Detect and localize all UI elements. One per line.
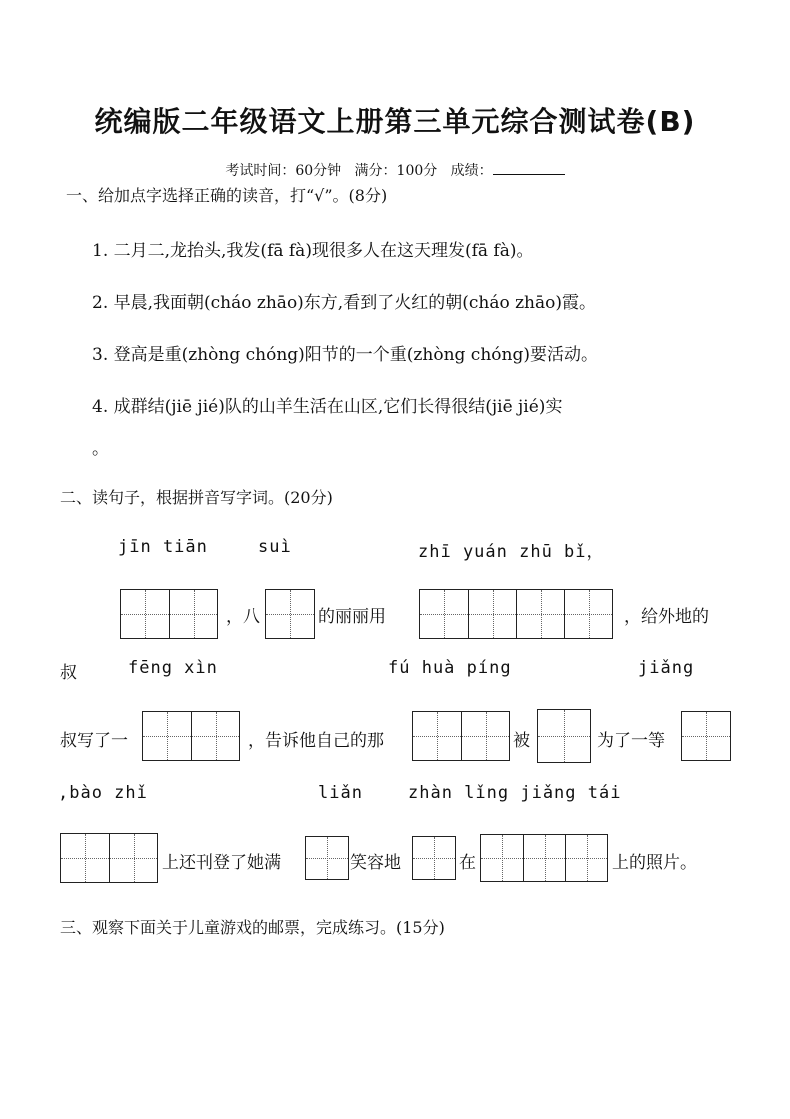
writing-cell[interactable] xyxy=(420,590,468,638)
sentence-text: 叔 xyxy=(60,663,77,683)
writing-cell[interactable] xyxy=(191,712,239,760)
writing-grid-ping[interactable] xyxy=(537,709,591,763)
writing-cell[interactable] xyxy=(538,710,590,762)
writing-cell[interactable] xyxy=(266,590,314,638)
page-title: 统编版二年级语文上册第三单元综合测试卷(B) xyxy=(94,105,696,138)
question-4-tail: 。 xyxy=(92,439,109,459)
writing-cell[interactable] xyxy=(413,837,455,879)
section1-heading: 一、给加点字选择正确的读音，打“√”。(8分) xyxy=(66,186,388,205)
sentence-text: 为了一等 xyxy=(597,731,665,751)
writing-grid-lingjiangtai[interactable] xyxy=(480,834,608,882)
writing-cell[interactable] xyxy=(682,712,730,760)
writing-grid-sui[interactable] xyxy=(265,589,315,639)
sentence-text: 笑容地 xyxy=(350,853,401,873)
writing-grid-zhan[interactable] xyxy=(412,836,456,880)
writing-cell[interactable] xyxy=(564,590,612,638)
exam-info xyxy=(0,160,790,180)
pinyin-fuhuaping: fú huà píng xyxy=(388,658,512,678)
pinyin-lian: liǎn xyxy=(318,783,363,803)
writing-cell[interactable] xyxy=(413,712,461,760)
pinyin-jiang: jiǎng xyxy=(638,658,695,678)
exam-time: 考试时间：60分钟 xyxy=(225,163,342,179)
pinyin-baozhi: ,bào zhǐ xyxy=(58,783,148,803)
pinyin-fengxin: fēng xìn xyxy=(128,658,218,678)
result-blank[interactable] xyxy=(493,160,565,175)
writing-cell[interactable] xyxy=(468,590,516,638)
pinyin-sui: suì xyxy=(258,537,292,557)
writing-grid-fengxin[interactable] xyxy=(142,711,240,761)
writing-cell[interactable] xyxy=(461,712,509,760)
writing-cell[interactable] xyxy=(565,835,607,881)
sentence-text: ，八 xyxy=(226,607,260,627)
writing-cell[interactable] xyxy=(143,712,191,760)
writing-cell[interactable] xyxy=(121,590,169,638)
question-4: 4. 成群结(jiē jié)队的山羊生活在山区,它们长得很结(jiē jié)实 xyxy=(92,397,563,417)
pinyin-jintian: jīn tiān xyxy=(118,537,208,557)
question-1: 1. 二月二,龙抬头,我发(fā fà)现很多人在这天理发(fā fà)。 xyxy=(92,241,534,261)
writing-cell[interactable] xyxy=(109,834,157,882)
pinyin-zhanlingjiangtai: zhàn lǐng jiǎng tái xyxy=(408,783,622,803)
sentence-text: 在 xyxy=(459,853,476,873)
question-2: 2. 早晨,我面朝(cháo zhāo)东方,看到了火红的朝(cháo zhāo)霞。 xyxy=(92,293,596,313)
writing-cell[interactable] xyxy=(169,590,217,638)
section3-heading: 三、观察下面关于儿童游戏的邮票，完成练习。(15分) xyxy=(60,918,445,937)
sentence-text: ，给外地的 xyxy=(624,607,709,627)
writing-cell[interactable] xyxy=(61,834,109,882)
question-3: 3. 登高是重(zhòng chóng)阳节的一个重(zhòng chóng)要活动。 xyxy=(92,345,598,365)
sentence-text: ，告诉他自己的那 xyxy=(248,731,384,751)
writing-grid-zhiyuanzhubi[interactable] xyxy=(419,589,613,639)
sentence-text: 叔写了一 xyxy=(60,731,128,751)
writing-cell[interactable] xyxy=(306,837,348,879)
writing-grid-jiang[interactable] xyxy=(681,711,731,761)
writing-cell[interactable] xyxy=(516,590,564,638)
writing-grid-fuhuaping[interactable] xyxy=(412,711,510,761)
writing-cell[interactable] xyxy=(523,835,565,881)
writing-grid-baozhi[interactable] xyxy=(60,833,158,883)
sentence-text: 的丽丽用 xyxy=(318,607,386,627)
writing-grid-jintian[interactable] xyxy=(120,589,218,639)
writing-cell[interactable] xyxy=(481,835,523,881)
result-label: 成绩： xyxy=(450,163,493,179)
pinyin-zhiyuanzhubi: zhī yuán zhū bǐ， xyxy=(418,542,605,562)
section2-heading: 二、读句子，根据拼音写字词。(20分) xyxy=(60,488,333,507)
sentence-text: 被 xyxy=(513,731,530,751)
writing-grid-lian[interactable] xyxy=(305,836,349,880)
sentence-text: 上的照片。 xyxy=(612,853,697,873)
full-score: 满分：100分 xyxy=(354,163,438,179)
sentence-text: 上还刊登了她满 xyxy=(162,853,281,873)
